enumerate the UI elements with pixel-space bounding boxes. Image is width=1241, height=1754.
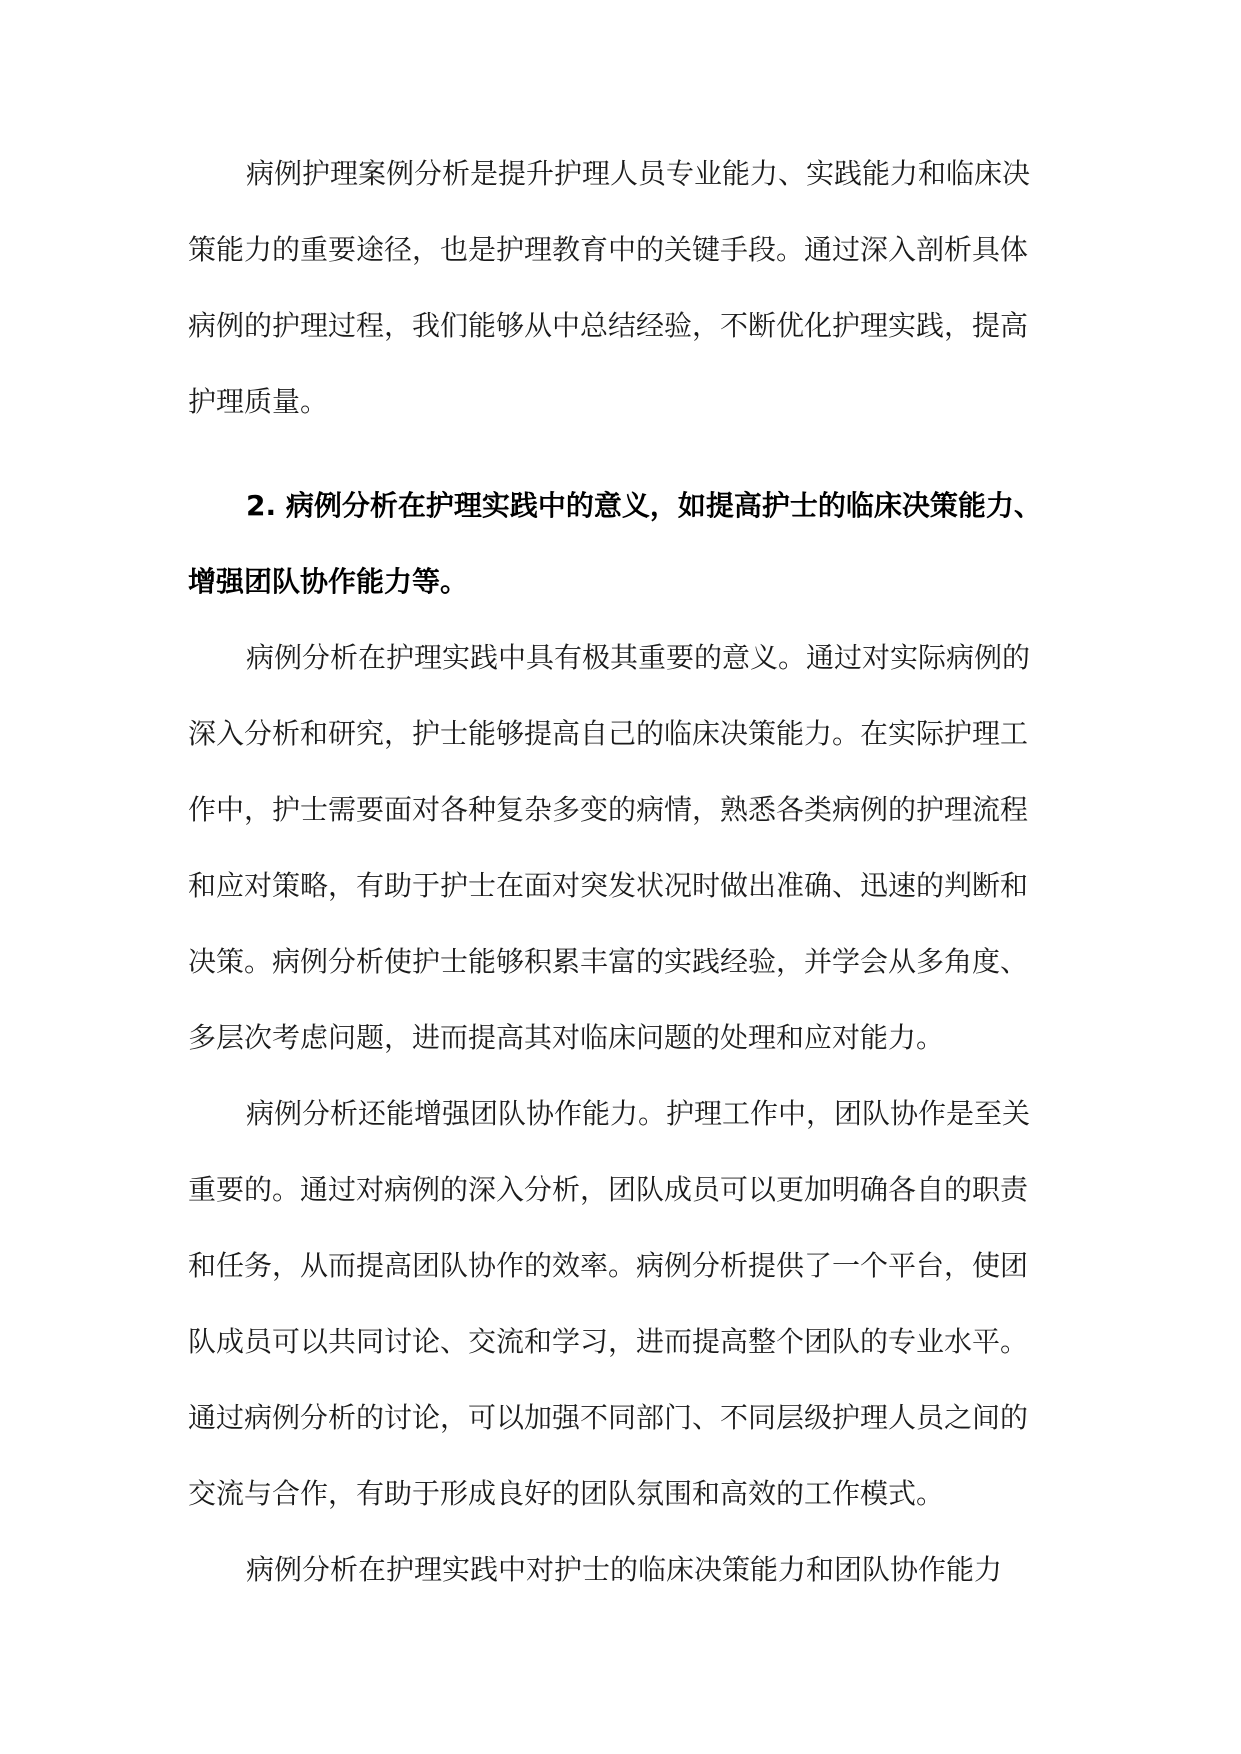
paragraph-intro-line-1: 病例护理案例分析是提升护理人员专业能力、实践能力和临床决 <box>246 157 1031 190</box>
paragraph-intro-line-4: 护理质量。 <box>188 385 329 418</box>
section-heading-line-1: 2. 病例分析在护理实践中的意义，如提高护士的临床决策能力、 <box>246 489 1042 522</box>
paragraph-teamwork-line-2: 重要的。通过对病例的深入分析，团队成员可以更加明确各自的职责 <box>188 1173 1029 1206</box>
paragraph-decision-line-5: 决策。病例分析使护士能够积累丰富的实践经验，并学会从多角度、 <box>188 945 1029 978</box>
paragraph-intro-line-3: 病例的护理过程，我们能够从中总结经验，不断优化护理实践，提高 <box>188 309 1029 342</box>
paragraph-decision-line-4: 和应对策略，有助于护士在面对突发状况时做出准确、迅速的判断和 <box>188 869 1029 902</box>
paragraph-teamwork-line-1: 病例分析还能增强团队协作能力。护理工作中，团队协作是至关 <box>246 1097 1031 1130</box>
paragraph-decision-line-3: 作中，护士需要面对各种复杂多变的病情，熟悉各类病例的护理流程 <box>188 793 1029 826</box>
paragraph-decision-line-2: 深入分析和研究，护士能够提高自己的临床决策能力。在实际护理工 <box>188 717 1029 750</box>
paragraph-decision-line-1: 病例分析在护理实践中具有极其重要的意义。通过对实际病例的 <box>246 641 1031 674</box>
paragraph-teamwork-line-4: 队成员可以共同讨论、交流和学习，进而提高整个团队的专业水平。 <box>188 1325 1029 1358</box>
paragraph-teamwork-line-6: 交流与合作，有助于形成良好的团队氛围和高效的工作模式。 <box>188 1477 945 1510</box>
paragraph-teamwork-line-3: 和任务，从而提高团队协作的效率。病例分析提供了一个平台，使团 <box>188 1249 1029 1282</box>
paragraph-teamwork-line-5: 通过病例分析的讨论，可以加强不同部门、不同层级护理人员之间的 <box>188 1401 1029 1434</box>
paragraph-decision-line-6: 多层次考虑问题，进而提高其对临床问题的处理和应对能力。 <box>188 1021 945 1054</box>
paragraph-intro-line-2: 策能力的重要途径，也是护理教育中的关键手段。通过深入剖析具体 <box>188 233 1029 266</box>
paragraph-summary-line-1: 病例分析在护理实践中对护士的临床决策能力和团队协作能力 <box>246 1553 1003 1586</box>
section-heading-line-2: 增强团队协作能力等。 <box>188 565 469 598</box>
